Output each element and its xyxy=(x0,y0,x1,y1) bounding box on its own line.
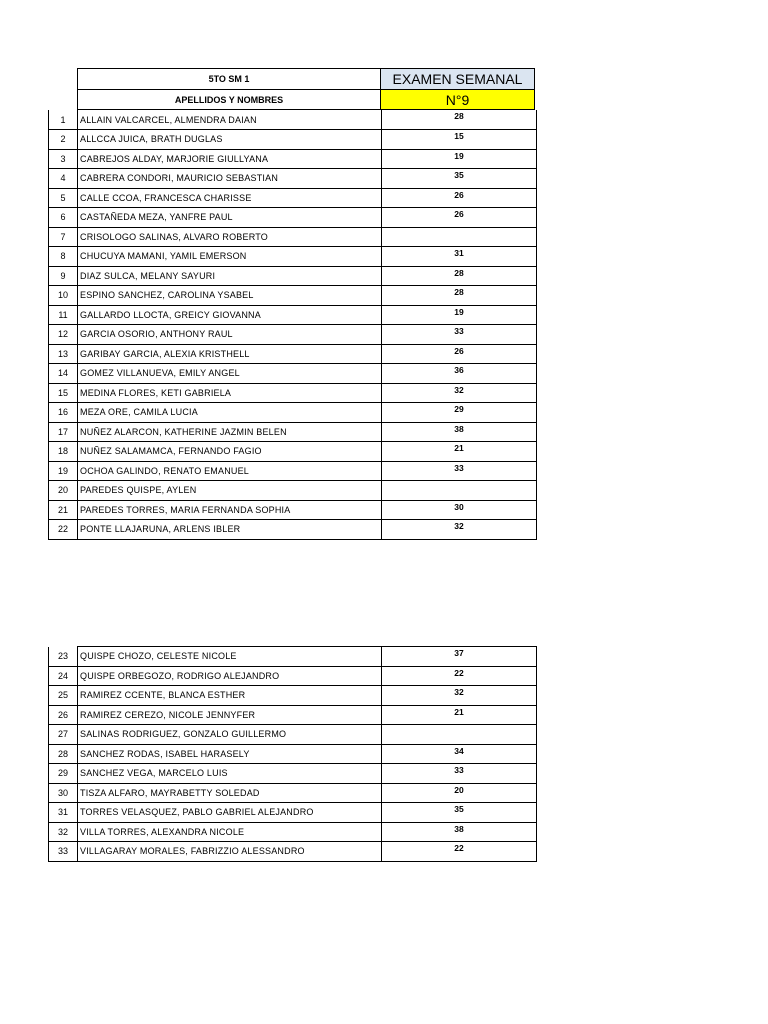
row-number: 3 xyxy=(49,149,78,169)
table-row xyxy=(49,383,537,403)
exam-score: 34 xyxy=(382,744,537,764)
student-name: TISZA ALFARO, MAYRABETTY SOLEDAD xyxy=(78,783,382,803)
table-row xyxy=(49,666,537,686)
grades-table-1 xyxy=(48,110,537,540)
exam-score: 33 xyxy=(382,764,537,784)
table-row xyxy=(49,822,537,842)
row-number: 20 xyxy=(49,481,78,501)
student-name: SALINAS RODRIGUEZ, GONZALO GUILLERMO xyxy=(78,725,382,745)
exam-score: 26 xyxy=(382,208,537,228)
student-name: NUÑEZ ALARCON, KATHERINE JAZMIN BELEN xyxy=(78,422,382,442)
table-row xyxy=(49,364,537,384)
exam-score: 37 xyxy=(382,647,537,667)
table-row xyxy=(49,110,537,130)
exam-score: 21 xyxy=(382,442,537,462)
student-name: PAREDES TORRES, MARIA FERNANDA SOPHIA xyxy=(78,500,382,520)
exam-score: 26 xyxy=(382,344,537,364)
student-name: DIAZ SULCA, MELANY SAYURI xyxy=(78,266,382,286)
row-number: 23 xyxy=(49,647,78,667)
row-number: 12 xyxy=(49,325,78,345)
exam-score: 38 xyxy=(382,822,537,842)
row-number: 16 xyxy=(49,403,78,423)
table-row xyxy=(49,764,537,784)
exam-score: 29 xyxy=(382,403,537,423)
row-number: 7 xyxy=(49,227,78,247)
student-name: CHUCUYA MAMANI, YAMIL EMERSON xyxy=(78,247,382,267)
exam-score: 35 xyxy=(382,803,537,823)
exam-score: 22 xyxy=(382,842,537,862)
exam-score: 28 xyxy=(382,266,537,286)
row-number: 30 xyxy=(49,783,78,803)
table-row xyxy=(49,442,537,462)
row-number: 24 xyxy=(49,666,78,686)
exam-score: 28 xyxy=(382,286,537,306)
row-number: 2 xyxy=(49,130,78,150)
row-number: 9 xyxy=(49,266,78,286)
row-number: 10 xyxy=(49,286,78,306)
table-row xyxy=(49,130,537,150)
student-name: CASTAÑEDA MEZA, YANFRE PAUL xyxy=(78,208,382,228)
table-row xyxy=(49,344,537,364)
row-number: 29 xyxy=(49,764,78,784)
student-name: RAMIREZ CEREZO, NICOLE JENNYFER xyxy=(78,705,382,725)
table-row xyxy=(49,266,537,286)
exam-score: 19 xyxy=(382,305,537,325)
row-number: 15 xyxy=(49,383,78,403)
row-number: 31 xyxy=(49,803,78,823)
table-row xyxy=(49,520,537,540)
row-number: 25 xyxy=(49,686,78,706)
grades-table-2 xyxy=(48,646,537,862)
table-row xyxy=(49,188,537,208)
student-name: CABRERA CONDORI, MAURICIO SEBASTIAN xyxy=(78,169,382,189)
row-number: 32 xyxy=(49,822,78,842)
exam-title: EXAMEN SEMANAL xyxy=(380,68,535,89)
student-name: GARIBAY GARCIA, ALEXIA KRISTHELL xyxy=(78,344,382,364)
student-name: SANCHEZ VEGA, MARCELO LUIS xyxy=(78,764,382,784)
exam-score: 15 xyxy=(382,130,537,150)
student-name: QUISPE CHOZO, CELESTE NICOLE xyxy=(78,647,382,667)
student-name: MEDINA FLORES, KETI GABRIELA xyxy=(78,383,382,403)
exam-score: 21 xyxy=(382,705,537,725)
table-row xyxy=(49,705,537,725)
row-number: 5 xyxy=(49,188,78,208)
student-name: CRISOLOGO SALINAS, ALVARO ROBERTO xyxy=(78,227,382,247)
exam-score xyxy=(382,725,537,745)
exam-score: 30 xyxy=(382,500,537,520)
exam-score: 32 xyxy=(382,686,537,706)
exam-score: 35 xyxy=(382,169,537,189)
table-row xyxy=(49,461,537,481)
student-name: SANCHEZ RODAS, ISABEL HARASELY xyxy=(78,744,382,764)
student-name: GARCIA OSORIO, ANTHONY RAUL xyxy=(78,325,382,345)
exam-score: 28 xyxy=(382,110,537,130)
exam-score: 32 xyxy=(382,383,537,403)
exam-score: 33 xyxy=(382,461,537,481)
row-number: 28 xyxy=(49,744,78,764)
row-number: 33 xyxy=(49,842,78,862)
row-number: 21 xyxy=(49,500,78,520)
table-row xyxy=(49,227,537,247)
student-name: MEZA ORE, CAMILA LUCIA xyxy=(78,403,382,423)
table-row xyxy=(49,305,537,325)
class-label: 5TO SM 1 xyxy=(77,68,381,89)
row-number: 4 xyxy=(49,169,78,189)
table-row xyxy=(49,725,537,745)
student-name: CABREJOS ALDAY, MARJORIE GIULLYANA xyxy=(78,149,382,169)
student-name: RAMIREZ CCENTE, BLANCA ESTHER xyxy=(78,686,382,706)
student-name: NUÑEZ SALAMAMCA, FERNANDO FAGIO xyxy=(78,442,382,462)
exam-score: 19 xyxy=(382,149,537,169)
student-name: QUISPE ORBEGOZO, RODRIGO ALEJANDRO xyxy=(78,666,382,686)
table-row xyxy=(49,169,537,189)
exam-score: 32 xyxy=(382,520,537,540)
exam-score: 38 xyxy=(382,422,537,442)
student-name: VILLA TORRES, ALEXANDRA NICOLE xyxy=(78,822,382,842)
table-row xyxy=(49,842,537,862)
table-row xyxy=(49,803,537,823)
table-row xyxy=(49,286,537,306)
row-number: 14 xyxy=(49,364,78,384)
row-number: 19 xyxy=(49,461,78,481)
table-row xyxy=(49,783,537,803)
exam-number: N°9 xyxy=(380,89,535,110)
table-row xyxy=(49,149,537,169)
table-row xyxy=(49,686,537,706)
exam-score: 33 xyxy=(382,325,537,345)
exam-score xyxy=(382,227,537,247)
exam-score: 20 xyxy=(382,783,537,803)
student-name: VILLAGARAY MORALES, FABRIZZIO ALESSANDRO xyxy=(78,842,382,862)
table-row xyxy=(49,325,537,345)
student-name: ESPINO SANCHEZ, CAROLINA YSABEL xyxy=(78,286,382,306)
table-row xyxy=(49,481,537,501)
student-name: PONTE LLAJARUNA, ARLENS IBLER xyxy=(78,520,382,540)
row-number: 11 xyxy=(49,305,78,325)
row-number: 27 xyxy=(49,725,78,745)
table-row xyxy=(49,647,537,667)
student-name: GOMEZ VILLANUEVA, EMILY ANGEL xyxy=(78,364,382,384)
student-name: TORRES VELASQUEZ, PABLO GABRIEL ALEJANDRO xyxy=(78,803,382,823)
student-name: ALLAIN VALCARCEL, ALMENDRA DAIAN xyxy=(78,110,382,130)
row-number: 26 xyxy=(49,705,78,725)
table-row xyxy=(49,403,537,423)
row-number: 22 xyxy=(49,520,78,540)
table-row xyxy=(49,744,537,764)
exam-score: 31 xyxy=(382,247,537,267)
table-row xyxy=(49,500,537,520)
table-row xyxy=(49,247,537,267)
exam-score: 26 xyxy=(382,188,537,208)
student-name: ALLCCA JUICA, BRATH DUGLAS xyxy=(78,130,382,150)
row-number: 8 xyxy=(49,247,78,267)
table-row xyxy=(49,208,537,228)
exam-score: 36 xyxy=(382,364,537,384)
row-number: 6 xyxy=(49,208,78,228)
student-name: GALLARDO LLOCTA, GREICY GIOVANNA xyxy=(78,305,382,325)
student-name: OCHOA GALINDO, RENATO EMANUEL xyxy=(78,461,382,481)
row-number: 1 xyxy=(49,110,78,130)
row-number: 18 xyxy=(49,442,78,462)
student-name: PAREDES QUISPE, AYLEN xyxy=(78,481,382,501)
names-column-header: APELLIDOS Y NOMBRES xyxy=(77,89,381,110)
student-name: CALLE CCOA, FRANCESCA CHARISSE xyxy=(78,188,382,208)
exam-score xyxy=(382,481,537,501)
exam-score: 22 xyxy=(382,666,537,686)
row-number: 13 xyxy=(49,344,78,364)
row-number: 17 xyxy=(49,422,78,442)
table-row xyxy=(49,422,537,442)
